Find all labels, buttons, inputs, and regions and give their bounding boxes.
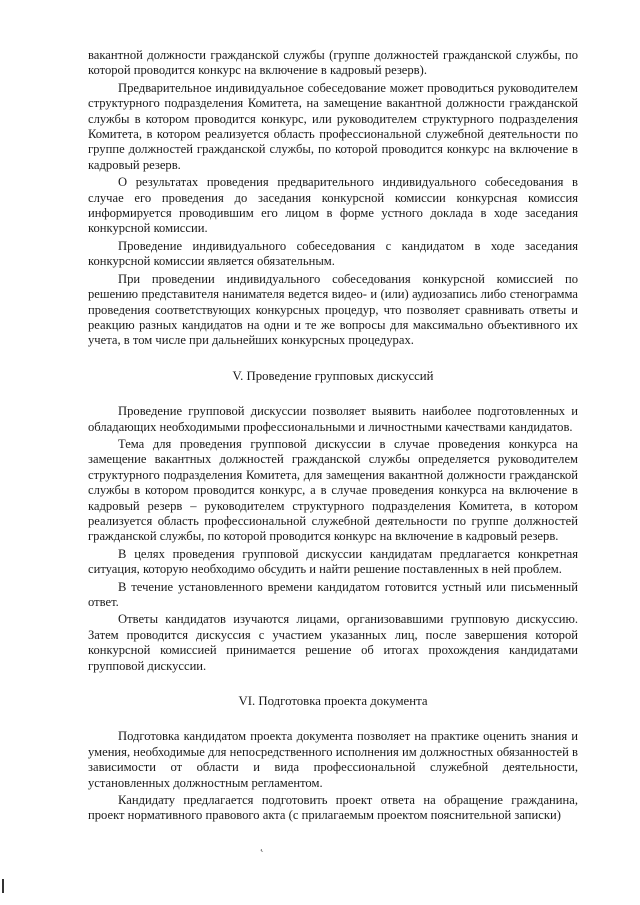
paragraph-document-draft-purpose: Подготовка кандидатом проекта документа позволяет на практике оценить знания и умения, необходимые для непосредственного исполнения им должностных обязанностей в зависимости от области и вида профессиональной служебной деятельности, установленных должностным регламентом. [88,729,578,790]
paragraph-interview-results: О результатах проведения предварительного индивидуального собеседования в случае его проведения до заседания конкурсной комиссии конкурсная комиссия информируется проводившим его лицом в форме устного доклада в ходе заседания конкурсной комиссии. [88,175,578,236]
section-5-heading: V. Проведение групповых дискуссий [232,368,434,383]
document-page [88,48,578,826]
paragraph-discussion-situation: В целях проведения групповой дискуссии кандидатам предлагается конкретная ситуация, которую необходимо обсудить и найти решение поставленных в ней проблем. [88,546,578,577]
paragraph-discussion-topic: Тема для проведения групповой дискуссии в случае проведения конкурса на замещение вакантных должностей гражданской службы определяется руководителем структурного подразделения Комитета, для замещения вакантной должности гражданской службы в котором проводится конкурс, а в случае проведения конкурса на включение в кадровый резерв – руководителем структурного подразделения Комитета, в котором реализуется область профессиональной служебной деятельности по группе должностей гражданской службы, по которой проводится конкурс на включение в кадровый резерв. [88,436,578,544]
scan-edge-mark [2,879,4,893]
paragraph-group-discussion-purpose: Проведение групповой дискуссии позволяет выявить наиболее подготовленных и обладающих необходимыми профессиональными и личностными качествами кандидатов. [88,404,578,434]
paragraph-interview-recording: При проведении индивидуального собеседования конкурсной комиссией по решению представителя нанимателя ведется видео- и (или) аудиозапись либо стенограмма проведения соответствующих конкурсных процедур, что позволяет сравнивать ответы и реакцию разных кандидатов на одни и те же вопросы для максимально объективного их учета, в том числе при дальнейших конкурсных процедурах. [88,271,578,348]
paragraph-discussion-results: Ответы кандидатов изучаются лицами, организовавшими групповую дискуссию. Затем проводится дискуссия с участием указанных лиц, после завершения которой конкурсной комиссией принимается решение об итогах прохождения кандидатами групповой дискуссии. [88,612,578,673]
paragraph-interview-mandatory: Проведение индивидуального собеседования с кандидатом в ходе заседания конкурсной комиссии является обязательным. [88,238,578,269]
section-6-heading: VI. Подготовка проекта документа [238,694,428,709]
paragraph-preliminary-interview: Предварительное индивидуальное собеседование может проводиться руководителем структурного подразделения Комитета, на замещение вакантной должности гражданской службы в котором проводится конкурс, или руководителем структурного подразделения Комитета, в котором реализуется область профессиональной служебной деятельности по группе должностей гражданской службы, по которой проводится конкурс на включение в кадровый резерв. [88,80,578,172]
paragraph-discussion-answer: В течение установленного времени кандидатом готовится устный или письменный ответ. [88,579,578,609]
scan-speck: ˛ [260,838,264,852]
paragraph-document-draft-task: Кандидату предлагается подготовить проект ответа на обращение гражданина, проект нормативного правового акта (с прилагаемым проектом пояснительной записки) [88,793,578,823]
paragraph-continuation: вакантной должности гражданской службы (группе должностей гражданской службы, по которой проводится конкурс на включение в кадровый резерв). [88,48,578,78]
